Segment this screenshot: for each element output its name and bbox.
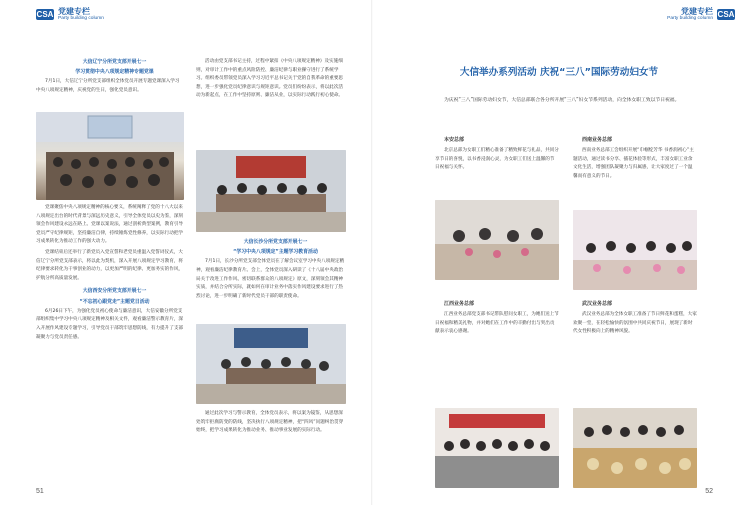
paragraph: 通过此次学习与警示教育，全体党员表示，将以案为镜鉴，从思想深处筑牢拒腐防变的防线，坚决执行八项规定精神，把“四风”问题纠治贯穿始终，把学习成果转化为推动业务、推动事业发展的实际行动。 (196, 411, 344, 434)
column-name-en: Party building column (667, 16, 713, 21)
article-subheading: 学习贯彻中央八项规定精神专题党课 (75, 69, 154, 76)
section-title: 江西业务总部 (444, 301, 475, 307)
paragraph: 党课结束后还举行了新党员入党宣誓和老党员重温入党誓词仪式，大信辽宁分所党支部表示，将以此为契机，深入开展八项规定学习教育，将纪律要求转化为干事创业的动力，以更加严明的纪律、更加务实的作风，护航分所高质量发展。 (36, 249, 184, 281)
paragraph: 7月1日，长沙分所党支部全体党员在了解会议室学习中央八项规定精神，观看廉洁纪律教育片。会上，全体党员深入研读了《十八届中央政治局关于改进工作作风、密切联系群众的八项规定》原文，深刻领会其精神实质，并结合分所实际，就如何在审计业务中落实作风建设要求进行了热烈讨论，进一步明确了新时代党员干部的职责使命。 (196, 259, 345, 299)
section-body: 江西业务总部党支部书记带队慰问女职工，为她们送上节日祝福和精美礼物，并对她们在工作中的辛勤付出与突出贡献表示衷心感谢。 (435, 312, 559, 335)
left-page (0, 0, 372, 505)
lead-paragraph (435, 96, 695, 106)
page-title: 大信举办系列活动 庆祝“三八”国际劳动妇女节 (459, 67, 659, 78)
brand-header (36, 8, 104, 22)
article-heading: 大信长沙分所党支部开展七一 (243, 239, 308, 245)
column-name-en: Party building column (58, 16, 104, 21)
photo-jiangxi-event (435, 408, 559, 488)
brand-header (667, 8, 735, 22)
left-column-2-end (196, 410, 346, 438)
photo-wuhan-event (573, 408, 697, 488)
paragraph: 7月1日，大信辽宁分所党支部组织全体党员开展专题党课深入学习中央八项规定精神，庆祝党的生日，强化党员意识。 (36, 79, 180, 93)
logo: CSA (717, 10, 735, 20)
left-column-2-cont (196, 238, 346, 303)
lead-text: 为庆祝“三八”国际劳动妇女节，大信总部联合各分所开展“三八”妇女节系列活动，向全体女职工致以节日祝福。 (444, 98, 680, 103)
section-southwest (573, 136, 697, 183)
column-name: 党建专栏 (681, 7, 713, 16)
article-subheading: “学习中央八项规定”主题学习教育活动 (233, 249, 318, 256)
photo-beijing-event (435, 200, 559, 280)
page-number: 51 (36, 488, 44, 495)
article-heading: 大信辽宁分所党支部开展七一 (82, 59, 147, 65)
paragraph: 活动由党支部书记主持，过程中紧扣《中央八项规定精神》及实施细则，对审计工作中的重点风险防控、廉洁纪律与职业操守进行了系统学习。组织委员带领党员深入学习习近平总书记关于党的自我革命的重要思想，进一步强化党员纪律意识与规矩意识。党员们纷纷表示，将以此次活动为新起点，在工作中坚持原则、廉洁从业，以实际行动践行初心使命。 (196, 59, 344, 99)
section-title: 本安总部 (444, 137, 465, 143)
page-number: 52 (705, 488, 713, 495)
paragraph: 党课聚焦中央八项规定精神的核心要义，系统阐释了党的十八大以来八项规定出台的时代背景与深远历史意义，引导全体党员以史为鉴，深刻领会作风建设永远在路上。党课以案说法，通过剖析典型案例，教育引导党员严守纪律规矩，坚持廉洁自律，持续锤炼党性修养，以实际行动把学习成果转化为推动工作的强大动力。 (36, 205, 184, 245)
right-page (373, 0, 745, 505)
column-name: 党建专栏 (58, 7, 90, 16)
section-body: 西南业务总部工会组织开展“巾帼绽芳华 书香润初心”主题活动，通过读书分享、插花体验等形式，丰富女职工业余文化生活，增强团队凝聚力与归属感，让大家度过了一个温馨而有意义的节日。 (573, 148, 694, 179)
section-jiangxi (435, 300, 559, 339)
photo-southwest-event (573, 210, 697, 290)
photo-study-session (196, 324, 346, 404)
photo-meeting (196, 150, 346, 232)
logo: CSA (36, 10, 54, 20)
section-body: 北京总部为女职工们精心准备了精致鲜花与礼品，共同分享节日的喜悦，以书香浸润心灵，为女职工们送上温馨的节日祝福与关怀。 (435, 148, 559, 171)
paragraph: 6月26日下午，为强化党员初心使命与廉洁意识，大信安徽分所党支部组织集中学习中央八项规定精神及相关文件，观看廉洁警示教育片，深入开展作风建设专题学习，引导党员干部筑牢思想防线，有力提升了支部凝聚力与党员责任感。 (36, 308, 184, 340)
section-body: 武汉业务总部为全体女职工准备了节日鲜花和蛋糕，大家欢聚一堂，在轻松愉快的氛围中共同庆祝节日，展现了新时代女性积极向上的精神风貌。 (573, 312, 697, 335)
left-column-1 (36, 58, 184, 98)
photo-party-lecture (36, 112, 184, 200)
section-title: 西南业务总部 (582, 137, 613, 143)
left-column-2 (196, 58, 346, 103)
section-title: 武汉业务总部 (582, 301, 613, 307)
section-beijing (435, 136, 559, 175)
left-column-1-cont (36, 204, 184, 344)
section-wuhan (573, 300, 697, 339)
article-heading: 大信西安分所党支部开展七一 (82, 288, 147, 295)
article-subheading: “不忘初心跟党走”主题党日活动 (79, 298, 150, 305)
